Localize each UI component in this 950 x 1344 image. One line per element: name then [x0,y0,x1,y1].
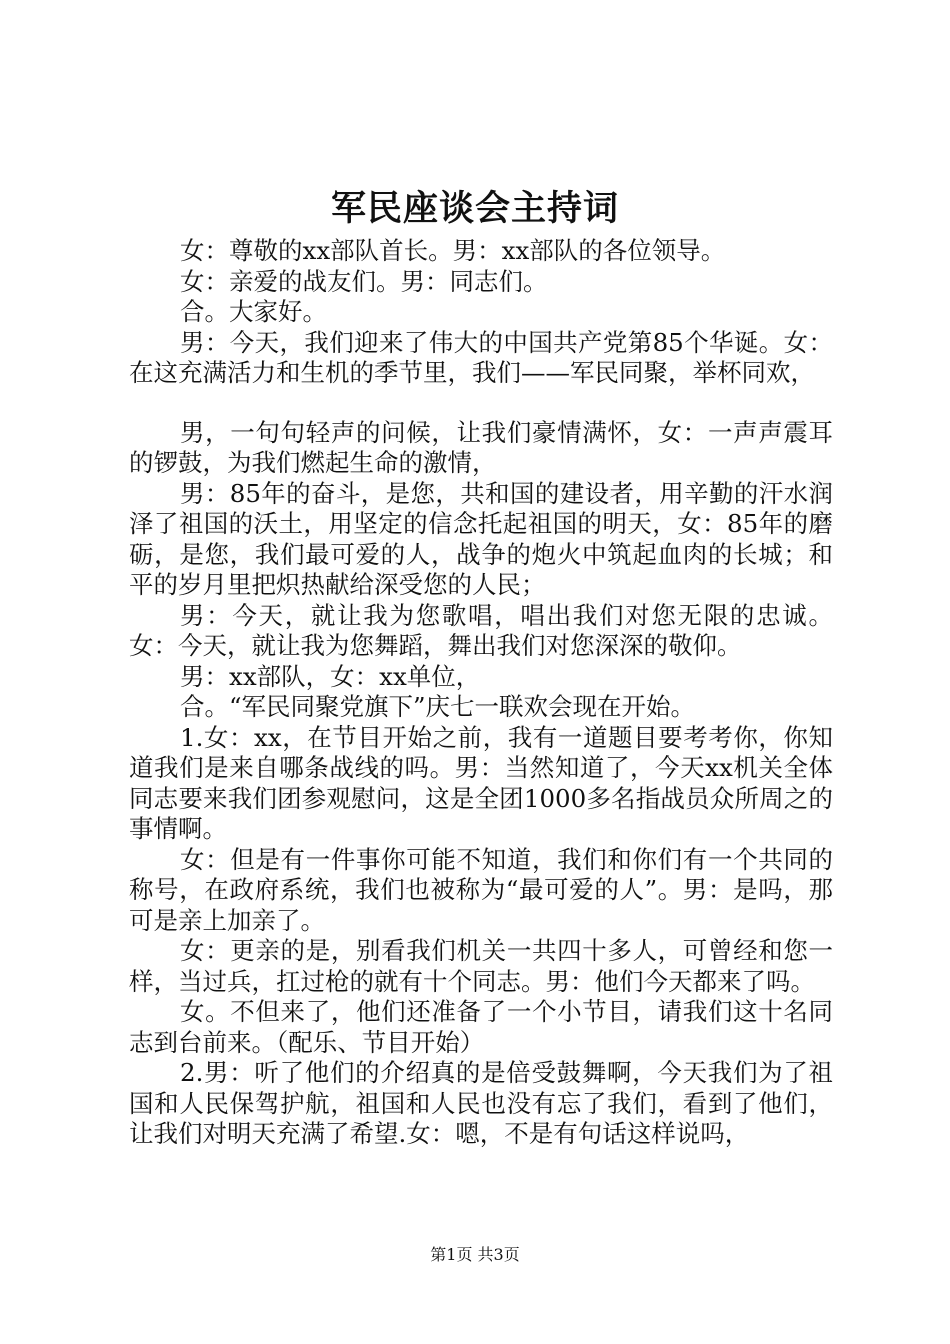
paragraph: 2.男：听了他们的介绍真的是倍受鼓舞啊，今天我们为了祖国和人民保驾护航，祖国和人民也没有忘了我们，看到了他们，让我们对明天充满了希望.女：嗯，不是有句话这样说吗， [129,1058,833,1148]
paragraph: 女：更亲的是，别看我们机关一共四十多人，可曾经和您一样，当过兵，扛过枪的就有十个同志。男：他们今天都来了吗。 [129,936,833,996]
blank-line [129,389,833,418]
paragraph: 女。不但来了，他们还准备了一个小节目，请我们这十名同志到台前来。（配乐、节目开始） [129,997,833,1057]
paragraph: 男：xx部队，女：xx单位， [180,661,481,691]
paragraph: 1.女：xx，在节目开始之前，我有一道题目要考考你，你知道我们是来自哪条战线的吗。男：当然知道了，今天xx机关全体同志要来我们团参观慰问，这是全团1000多名指战员众所周之的事情啊。 [129,722,833,843]
paragraph: 男：今天，就让我为您歌唱，唱出我们对您无限的忠诚。女：今天，就让我为您舞蹈，舞出我们对您深深的敬仰。 [129,600,833,660]
paragraph: 合。“军民同聚党旗下”庆七一联欢会现在开始。 [180,692,696,721]
paragraph: 男，一句句轻声的问候，让我们豪情满怀，女：一声声震耳的锣鼓，为我们燃起生命的激情， [129,417,833,477]
document-title: 军民座谈会主持词 [330,188,619,229]
paragraph: 男：今天，我们迎来了伟大的中国共产党第85个华诞。女：在这充满活力和生机的季节里，我们——军民同聚，举杯同欢， [129,327,833,387]
paragraph: 女：但是有一件事你可能不知道，我们和你们有一个共同的称号，在政府系统，我们也被称为“最可爱的人”。男：是吗，那可是亲上加亲了。 [129,844,833,935]
paragraph: 女：亲爱的战友们。男：同志们。 [180,266,548,296]
page-footer: 第1页 共3页 [430,1245,520,1264]
paragraph: 合。大家好。 [180,297,327,326]
paragraph: 男：85年的奋斗，是您，共和国的建设者，用辛勤的汗水润泽了祖国的沃土，用坚定的信念托起祖国的明天，女：85年的磨砺，是您，我们最可爱的人，战争的炮火中筑起血肉的长城；和平的岁月里把炽热献给深受您的人民； [129,478,833,599]
document-body [129,236,833,1150]
paragraph: 女：尊敬的xx部队首长。男：xx部队的各位领导。 [180,236,726,265]
